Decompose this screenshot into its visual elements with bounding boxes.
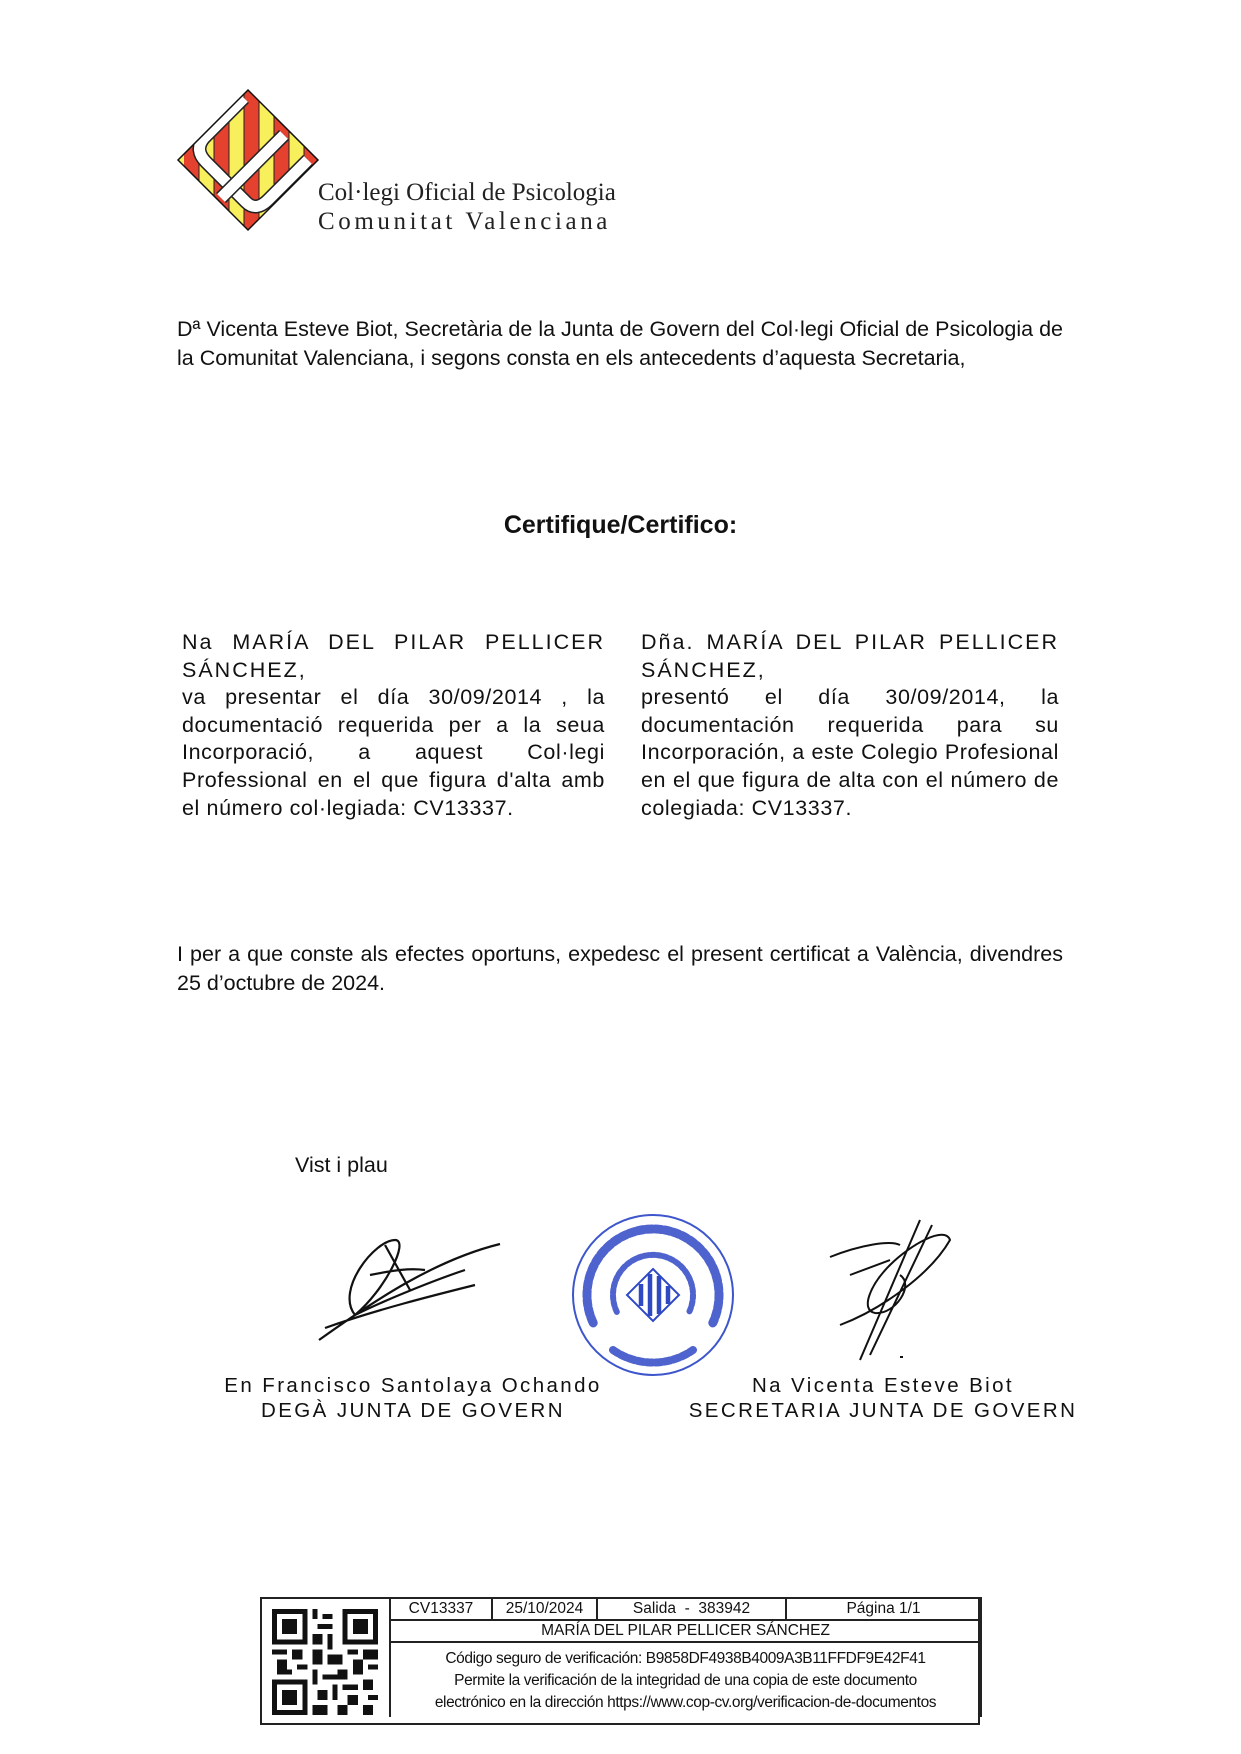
table-row — [390, 1620, 981, 1642]
intro-paragraph: Dª Vicenta Esteve Biot, Secretària de la Junta de Govern del Col·legi Oficial de Psicologia de la Comunitat Valenciana, i segons consta en els antecedents d’aquesta Secretaria, — [177, 317, 1063, 370]
table-row — [390, 1642, 981, 1717]
holder-name-valencian: Na MARÍA DEL PILAR PELLICER SÁNCHEZ, — [182, 630, 605, 682]
secure-verification-code: Código seguro de verificación: B9858DF4938B4009A3B11FFDF9E42F41 — [445, 1650, 926, 1667]
certificate-heading: Certifique/Certifico: — [503, 511, 738, 539]
vist-i-plau-label: Vist i plau — [295, 1153, 388, 1177]
dean-role: DEGÀ JUNTA DE GOVERN — [261, 1399, 565, 1422]
logo-line-2: Comunitat Valenciana — [318, 208, 612, 235]
closing-paragraph: I per a que conste als efectes oportuns, expedesc el present certificat a València, divendres 25 d’octubre de 2024. — [177, 942, 1063, 995]
certificate-text-valencian — [182, 629, 605, 822]
holder-name: MARÍA DEL PILAR PELLICER SÁNCHEZ — [390, 1620, 981, 1642]
certificate-body-valencian: va presentar el día 30/09/2014 , la documentació requerida per a la seua Incorporació, a aquest Col·legi Professional en el que figura d'alta amb el número col·legiada: CV13337. — [182, 685, 605, 820]
verification-url[interactable]: electrónico en la dirección https://www.cop-cv.org/verificacion-de-documentos — [434, 1694, 937, 1711]
holder-name-spanish: Dña. MARÍA DEL PILAR PELLICER SÁNCHEZ, — [641, 630, 1059, 682]
seal-emblem-icon — [627, 1269, 679, 1321]
table-row — [390, 1598, 981, 1620]
logo-line-1: Col·legi Oficial de Psicologia — [318, 179, 616, 206]
logo-wordmark — [318, 178, 616, 236]
dean-signatory — [190, 1373, 636, 1423]
verification-note-1: Permite la verificación de la integridad de una copia de este documento — [454, 1672, 917, 1689]
issue-date: 25/10/2024 — [492, 1598, 597, 1620]
verification-table — [389, 1597, 982, 1717]
page-number: Página 1/1 — [786, 1598, 981, 1620]
outgoing-register: Salida - 383942 — [597, 1598, 786, 1620]
verification-footer — [260, 1597, 980, 1725]
registry-number: CV13337 — [390, 1598, 492, 1620]
secretary-name: Na Vicenta Esteve Biot — [751, 1374, 1015, 1397]
dean-signature — [315, 1230, 505, 1345]
official-seal — [568, 1210, 738, 1380]
secretary-role: SECRETARIA JUNTA DE GOVERN — [688, 1399, 1078, 1422]
seal-bottom-lettering-ring — [613, 1350, 693, 1363]
certificate-body-spanish: presentó el día 30/09/2014, la documentación requerida para su Incorporación, a este Colegio Profesional en el que figura de alta con el número de colegiada: CV13337. — [641, 685, 1059, 820]
secretary-signatory — [670, 1373, 1096, 1423]
secretary-signature — [820, 1215, 960, 1365]
college-logo — [176, 88, 321, 233]
certificate-text-spanish — [641, 629, 1059, 822]
qr-code-icon[interactable] — [272, 1609, 378, 1715]
logo-diamond-icon — [176, 88, 321, 233]
dean-name: En Francisco Santolaya Ochando — [224, 1374, 602, 1397]
